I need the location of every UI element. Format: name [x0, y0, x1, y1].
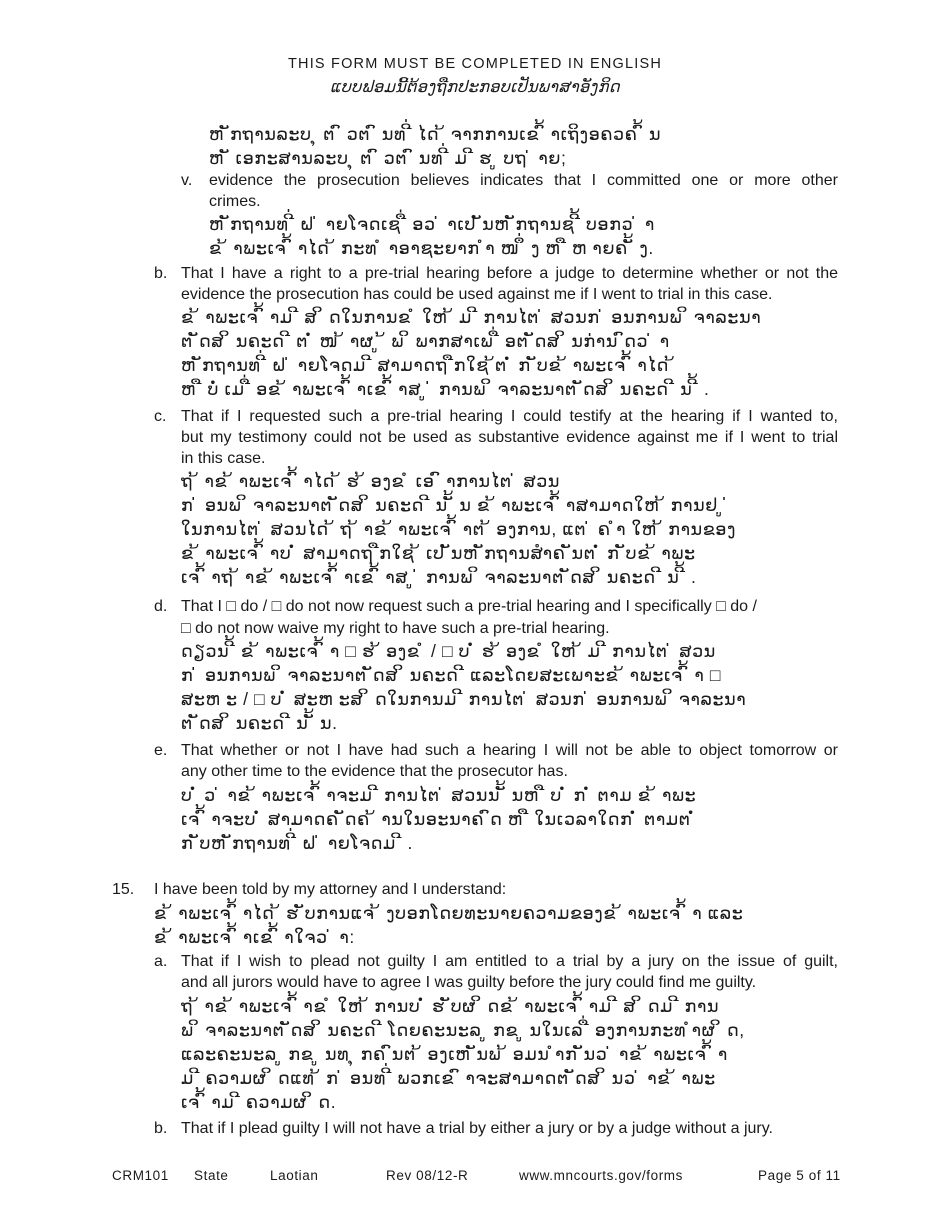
item-e-english-2: any other time to the evidence that the prosecutor has. [181, 763, 568, 780]
item-d-lao-2: ກ ່ ອນການພ ິ ຈາລະນາຕ ັດສ ິ ນຄະດ ີ ແລະໂດຍສະເພາະຂ ້ າພະເຈ ົ້ າ □ [181, 665, 722, 685]
footer-form-id: CRM101 [112, 1168, 169, 1183]
footer-language: Laotian [270, 1168, 319, 1183]
top-cont-lao-1: ຫ ັກຖານລະບ ຸ ຕ ົ ວຕ ົ ນທ ີ່ ໄດ ້ ຈາກການເຂ ົ້ າເຖິງອຄວຄ ົ້ ນ [209, 124, 662, 144]
item-d-lao-4: ຕ ັດສ ິ ນຄະດ ີ ນ ັ້ ນ. [181, 713, 338, 733]
item-c-lao-4: ຂ ້ າພະເຈ ົ້ າບ ໍ່ ສາມາດຖ ືກໃຊ ້ ເປ ັນຫ ັກຖານສຳຄ ັນຕ ໍ່ ກ ັບຂ ້ າພະ [181, 543, 696, 563]
item-15-lao-1: ຂ ້ າພະເຈ ົ້ າໄດ ້ ຮ ັບການແຈ ້ ງບອກໂດຍທະນາຍຄວາມຂອງຂ ້ າພະເຈ ົ້ າ ແລະ [154, 903, 744, 923]
item-15-lao-2: ຂ ້ າພະເຈ ົ້ າເຂ ົ້ າໃຈວ ່ າ: [154, 927, 355, 947]
item-15a-lao-5: ເຈ ົ້ າມ ີ ຄວາມຜ ິ ດ. [181, 1092, 337, 1112]
item-15a-lao-4: ມ ີ ຄວາມຜ ິ ດແທ ້ ກ ່ ອນທ ີ່ ພວກເຂ ົ າຈະສາມາດຕ ັດສ ິ ນວ ່ າຂ ້ າພະ [181, 1068, 716, 1088]
item-e-lao-3: ກ ັບຫ ັກຖານທ ີ່ ຝ ່ າຍໂຈດມ ີ . [181, 833, 414, 853]
item-v-english-1: evidence the prosecution believes indicates that I committed one or more other [209, 172, 838, 189]
item-b-english-2: evidence the prosecution has could be used against me if I went to trial in this case. [181, 286, 773, 303]
top-cont-lao-2: ຫ ັ ເອກະສານລະບ ຸ ຕ ົ ວຕ ົ ນທ ີ່ ມ ີ ຮ ູ ບຖ ່ າຍ; [209, 148, 567, 168]
item-b-label: b. [154, 265, 168, 282]
item-c-english-3: in this case. [181, 450, 266, 467]
header-lao: ແບບຟອມນີ້ຕ້ອງຖືກປະກອບເປັນພາສາອັງກິດ [329, 79, 621, 96]
item-c-lao-1: ຖ ້ າຂ ້ າພະເຈ ົ້ າໄດ ້ ຮ ້ ອງຂ ໍ ເອ ົ າການໄຕ ່ ສວນ [181, 471, 561, 491]
item-15a-lao-3: ແລະຄະນະລ ູ ກຂ ູ ນທ ຸ ກຄ ົນຕ ້ ອງເຫ ັນພ ້ ອມນ ຳກ ັນວ ່ າຂ ້ າພະເຈ ົ້ າ [181, 1044, 728, 1064]
footer-page-number: Page 5 of 11 [758, 1168, 841, 1183]
footer-website-link[interactable]: www.mncourts.gov/forms [519, 1168, 683, 1183]
item-d-label: d. [154, 598, 168, 615]
item-15a-english-2: and all jurors would have to agree I was guilty before the jury could find me guilty. [181, 974, 757, 991]
item-e-lao-2: ເຈ ົ້ າຈະບ ໍ່ ສາມາດຄ ັດຄ ້ ານໃນອະນາຄ ົດ ຫ ື ໃນເວລາໃດກ ໍ່ ຕາມຕ ໍ່ [181, 809, 697, 829]
item-d-lao-1: ດຽວນ ີ້ ຂ ້ າພະເຈ ົ້ າ □ ຮ ້ ອງຂ ໍ / □ ບ ໍ່ ຮ ້ ອງຂ ໍ ໃຫ ້ ມ ີ ການໄຕ ່ ສວນ [181, 641, 716, 661]
item-d-lao-3: ສະຫ ະ / □ ບ ໍ່ ສະຫ ະສ ິ ດໃນການມ ີ ການໄຕ ່ ສວນກ ່ ອນການພ ິ ຈາລະນາ [181, 689, 747, 709]
item-15a-label: a. [154, 953, 168, 970]
item-b-lao-4: ຫ ື ບໍ່ ເມ ື່ ອຂ ້ າພະເຈ ົ້ າເຂ ົ້ າສ ູ ່ ການພ ິ ຈາລະນາຕ ັດສ ິ ນຄະດ ີ ນ ີ້ . [181, 379, 710, 399]
item-c-lao-5: ເຈ ົ້ າຖ ້ າຂ ້ າພະເຈ ົ້ າເຂ ົ້ າສ ູ ່ ການພ ິ ຈາລະນາຕ ັດສ ິ ນຄະດ ີ ນ ີ້ . [181, 567, 697, 587]
item-d-english-1: That I □ do / □ do not now request such a pre-trial hearing and I specifically □ do / [181, 598, 757, 615]
item-e-english-1: That whether or not I have had such a hearing I will not be able to object tomorrow or [181, 742, 838, 759]
item-c-lao-3: ໃນການໄຕ ່ ສວນໄດ ້ ຖ ້ າຂ ້ າພະເຈ ົ້ າຕ ້ ອງການ, ແຕ ່ ຄ ຳ ໃຫ ້ ການຂອງ [181, 519, 737, 539]
item-c-lao-2: ກ ່ ອນພ ິ ຈາລະນາຕ ັດສ ິ ນຄະດ ີ ນ ັ້ ນ ຂ ້ າພະເຈ ົ້ າສາມາດໃຫ ້ ການຢ ູ ່ [181, 495, 731, 515]
item-v-lao-1: ຫ ັກຖານທ ີ່ ຝ ່ າຍໂຈດເຊ ື່ ອວ ່ າເປ ັນຫ ັກຖານຊ ີ້ ບອກວ ່ າ [209, 214, 655, 234]
item-c-english-1: That if I requested such a pre-trial hearing I could testify at the hearing if I wanted to, [181, 408, 838, 425]
item-15-label: 15. [112, 881, 135, 898]
item-15b-english-1: That if I plead guilty I will not have a trial by either a jury or by a judge without a jury. [181, 1120, 773, 1137]
item-d-english-2: □ do not now waive my right to have such a pre-trial hearing. [181, 620, 610, 637]
item-b-lao-2: ຕ ັດສ ິ ນຄະດ ີ ຕ ໍ່ ໜ ້ າຜ ູ ້ ພ ິ ພາກສາເພ ື່ ອຕ ັດສ ິ ນກ່ານ ົດວ ່ າ [181, 331, 670, 351]
item-b-english-1: That I have a right to a pre-trial hearing before a judge to determine whether or not the [181, 265, 838, 282]
item-b-lao-3: ຫ ັກຖານທ ີ່ ຝ ່ າຍໂຈດມ ີ ສາມາດຖ ືກໃຊ ້ຕ ໍ່ ກ ັບຂ ້ າພະເຈ ົ້ າໄດ ້ [181, 355, 676, 375]
item-v-english-2: crimes. [209, 193, 261, 210]
item-e-label: e. [154, 742, 168, 759]
item-v-label: v. [181, 172, 193, 189]
item-b-lao-1: ຂ ້ າພະເຈ ົ້ າມ ີ ສ ິ ດໃນການຂ ໍ ໃຫ ້ ມ ີ ການໄຕ ່ ສວນກ ່ ອນການພ ິ ຈາລະນາ [181, 307, 762, 327]
footer-revision: Rev 08/12-R [386, 1168, 469, 1183]
item-v-lao-2: ຂ ້ າພະເຈ ົ້ າໄດ ້ ກະທ ໍ າອາຊະຍາກ ຳ ໜ ຶ່ ງ ຫ ື ຫ າຍຄ ັ້ ງ. [209, 238, 654, 258]
item-e-lao-1: ບ ໍ່ ວ ່ າຂ ້ າພະເຈ ົ້ າຈະມ ີ ການໄຕ ່ ສວນນ ັ້ ນຫ ື ບ ໍ່ ກ ໍ່ ຕາມ ຂ ້ າພະ [181, 785, 697, 805]
item-15a-lao-1: ຖ ້ າຂ ້ າພະເຈ ົ້ າຂ ໍ ໃຫ ້ ການບ ໍ່ ຮ ັບຜ ິ ດຂ ້ າພະເຈ ົ້ າມ ີ ສ ິ ດມ ີ ການ [181, 996, 720, 1016]
item-15a-english-1: That if I wish to plead not guilty I am entitled to a trial by a jury on the issue of guilt, [181, 953, 838, 970]
item-15-english-1: I have been told by my attorney and I understand: [154, 881, 507, 898]
footer-jurisdiction: State [194, 1168, 229, 1183]
item-15b-label: b. [154, 1120, 168, 1137]
item-c-label: c. [154, 408, 167, 425]
item-c-english-2: but my testimony could not be used as substantive evidence against me if I went to trial [181, 429, 838, 446]
item-15a-lao-2: ພ ິ ຈາລະນາຕ ັດສ ິ ນຄະດ ີ ໂດຍຄະນະລ ູ ກຂ ູ ນໃນເລ ື່ ອງການກະທ ຳຜ ິ ດ, [181, 1020, 745, 1040]
header-english: THIS FORM MUST BE COMPLETED IN ENGLISH [287, 56, 663, 72]
